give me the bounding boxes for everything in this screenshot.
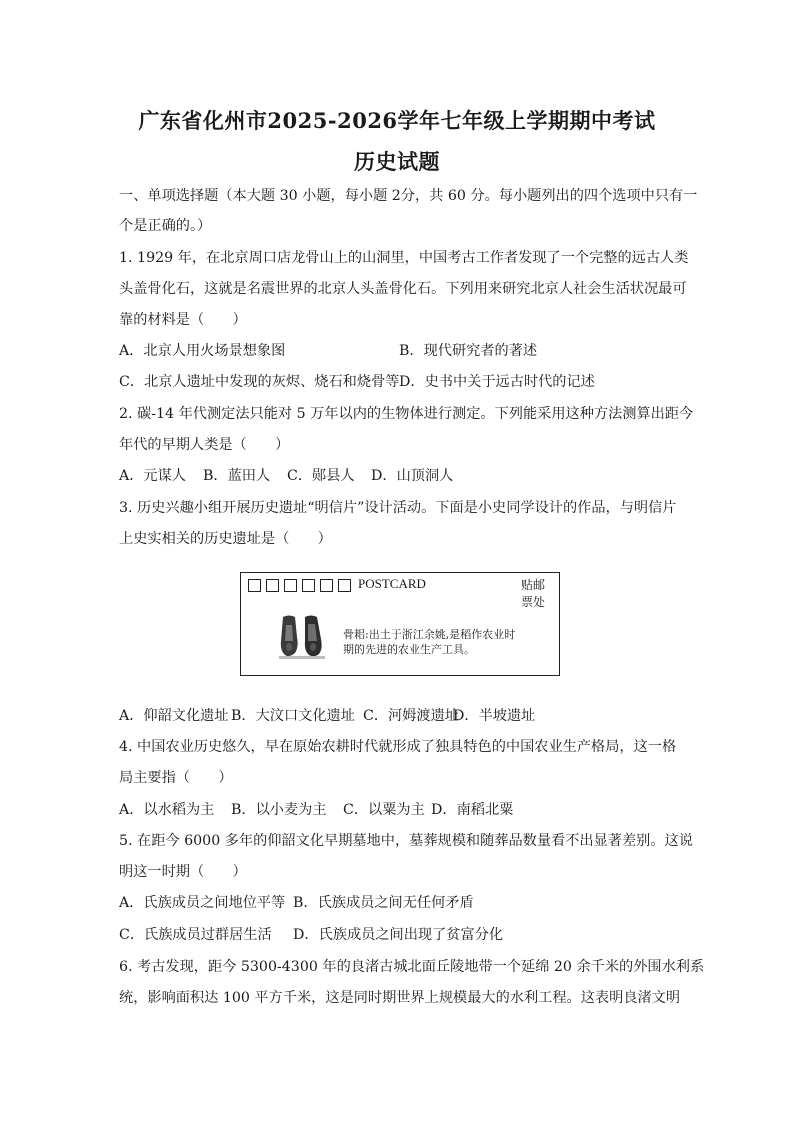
q2-option-b: B．蓝田人 <box>203 468 271 484</box>
q3-stem-line2: 上史实相关的历史遗址是（ ） <box>119 531 332 547</box>
q4-stem-line2: 局主要指（ ） <box>119 770 233 786</box>
q1-option-b: B．现代研究者的著述 <box>399 343 538 359</box>
q1-option-c: C．北京人遗址中发现的灰烬、烧石和烧骨等 <box>119 374 400 390</box>
section-instructions-line1: 一、单项选择题（本大题 30 小题，每小题 2分，共 60 分。每小题列出的四个选项中只有一 <box>119 188 698 204</box>
q1-stem-line2: 头盖骨化石，这就是名震世界的北京人头盖骨化石。下列用来研究北京人社会生活状况最可 <box>119 281 687 297</box>
q5-stem-line2: 明这一时期（ ） <box>119 864 247 880</box>
q3-option-a: A．仰韶文化遗址 <box>119 708 229 724</box>
exam-subtitle: 历史试题 <box>354 149 440 174</box>
q3-option-b: B．大汶口文化遗址 <box>231 708 355 724</box>
postcode-box <box>338 579 351 592</box>
q1-option-a: A．北京人用火场景想象图 <box>119 343 286 359</box>
q6-stem-line2: 统，影响面积达 100 平方千米，这是同时期世界上规模最大的水利工程。这表明良渚文明 <box>119 990 681 1006</box>
q2-option-a: A．元谋人 <box>119 468 186 484</box>
q4-option-c: C．以粟为主 <box>343 802 425 818</box>
q1-option-d: D．史书中关于远古时代的记述 <box>399 374 595 390</box>
q1-stem-line1: 1. 1929 年，在北京周口店龙骨山上的山洞里，中国考古工作者发现了一个完整的远古人类 <box>119 250 689 266</box>
q4-option-b: B．以小麦为主 <box>231 802 327 818</box>
q2-stem-line1: 2. 碳-14 年代测定法只能对 5 万年以内的生物体进行测定。下列能采用这种方法测算出距今 <box>119 406 694 422</box>
postcard-figure <box>240 572 560 676</box>
q4-option-a: A．以水稻为主 <box>119 802 215 818</box>
q2-option-d: D．山顶洞人 <box>371 468 454 484</box>
stamp-area-label: 贴邮票处 <box>521 578 546 609</box>
section-instructions-line2: 个是正确的。） <box>119 218 212 234</box>
q5-option-b: B．氏族成员之间无任何矛盾 <box>293 895 474 911</box>
q5-option-a: A．氏族成员之间地位平等 <box>119 895 286 911</box>
postcard-caption: 骨耜:出土于浙江余姚,是稻作农业时期的先进的农业生产工具。 <box>343 628 516 656</box>
q2-stem-line2: 年代的早期人类是（ ） <box>119 437 290 453</box>
postcode-box <box>248 579 261 592</box>
postcode-box <box>284 579 297 592</box>
q4-option-d: D．南稻北粟 <box>431 802 514 818</box>
q5-option-c: C．氏族成员过群居生活 <box>119 927 272 943</box>
postcode-boxes <box>248 579 351 592</box>
q3-option-d: D．半坡遗址 <box>453 708 536 724</box>
q5-stem-line1: 5. 在距今 6000 多年的仰韶文化早期墓地中，墓葬规模和随葬品数量看不出显著差别。这说 <box>119 833 693 849</box>
q6-stem-line1: 6. 考古发现，距今 5300-4300 年的良渚古城北面丘陵地带一个延绵 20 余千米的外围水利系 <box>119 959 705 975</box>
postcode-box <box>266 579 279 592</box>
q4-stem-line1: 4. 中国农业历史悠久，早在原始农耕时代就形成了独具特色的中国农业生产格局，这一格 <box>119 739 677 755</box>
postcode-box <box>302 579 315 592</box>
postcode-box <box>320 579 333 592</box>
q2-option-c: C．郧县人 <box>287 468 355 484</box>
q3-stem-line1: 3. 历史兴趣小组开展历史遗址“明信片”设计活动。下面是小史同学设计的作品，与明信片 <box>119 500 677 516</box>
postcard-heading: POSTCARD <box>358 576 426 591</box>
q1-stem-line3: 靠的材料是（ ） <box>119 312 247 328</box>
bone-spade-icon <box>277 611 327 661</box>
q3-option-c: C．河姆渡遗址 <box>363 708 459 724</box>
exam-title: 广东省化州市2025-2026学年七年级上学期期中考试 <box>138 108 656 133</box>
q5-option-d: D．氏族成员之间出现了贫富分化 <box>293 927 504 943</box>
